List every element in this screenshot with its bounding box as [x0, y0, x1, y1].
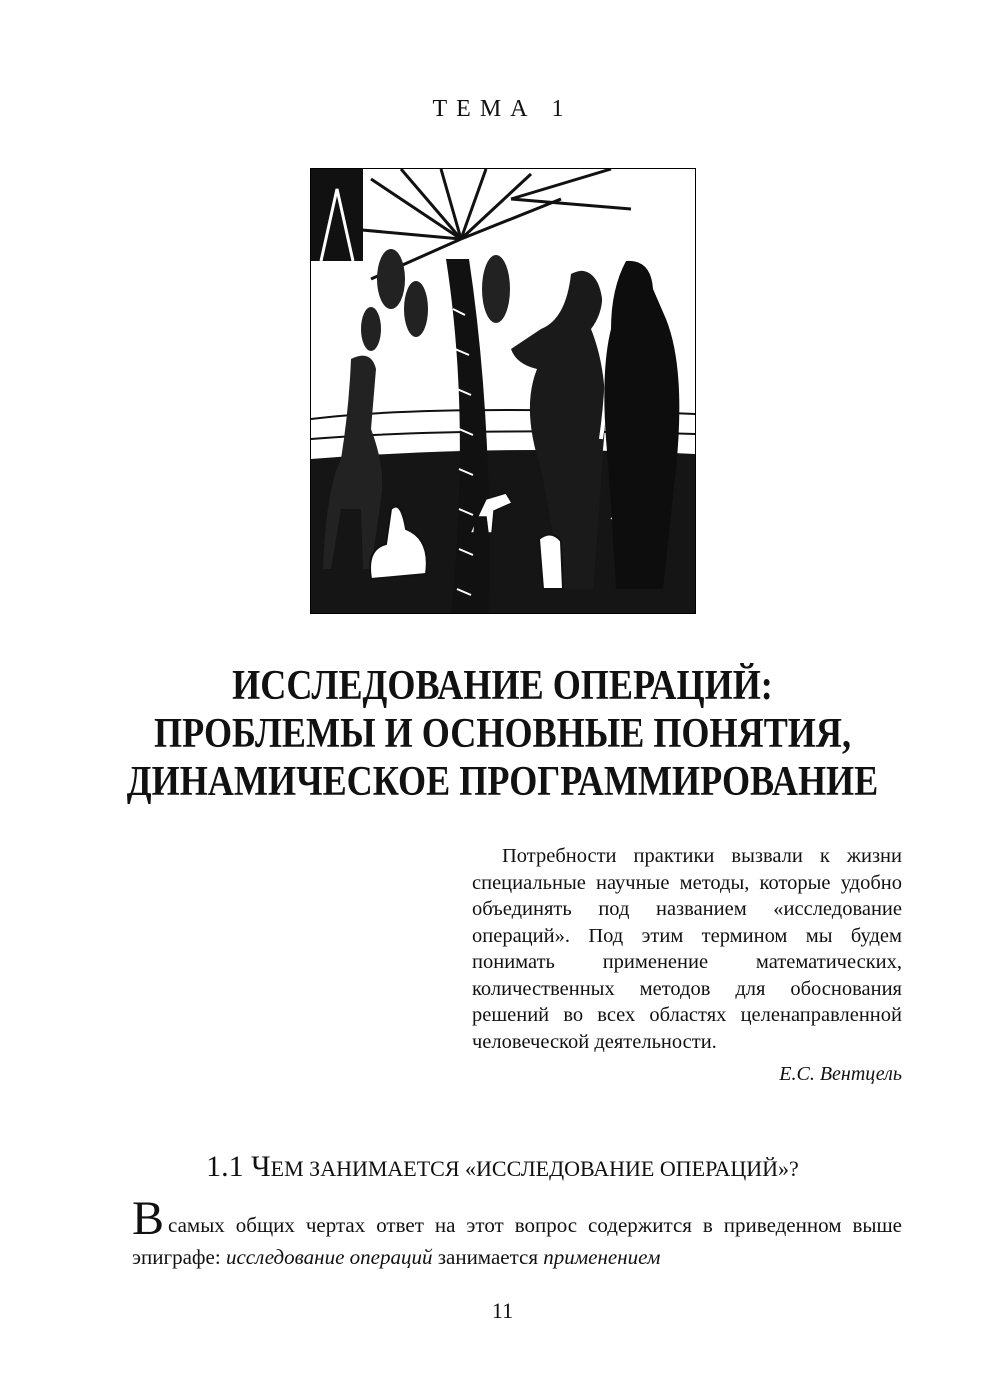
body-italic-term-2: применением: [543, 1245, 661, 1269]
section-title-first-letter: Ч: [251, 1150, 271, 1183]
epigraph-author: Е.С. Вентцель: [779, 1063, 902, 1085]
chapter-title-line-3: ДИНАМИЧЕСКОЕ ПРОГРАММИРОВАНИЕ: [126, 759, 879, 805]
garden-of-eden-illustration: [310, 168, 696, 614]
body-text-part-1: самых общих чертах ответ на этот вопрос содержится в приведенном выше эпиграфе:: [132, 1213, 902, 1269]
page-number: 11: [491, 1298, 514, 1323]
theme-label: ТЕМА 1: [432, 96, 573, 122]
drop-cap: В: [132, 1192, 165, 1245]
body-paragraph: [132, 1192, 902, 1273]
chapter-title-line-2: ПРОБЛЕМЫ И ОСНОВНЫЕ ПОНЯТИЯ,: [153, 711, 852, 757]
body-italic-term-1: исследование операций: [225, 1245, 433, 1269]
section-title-rest: ЕМ ЗАНИМАЕТСЯ «ИССЛЕДОВАНИЕ ОПЕРАЦИЙ»?: [270, 1156, 799, 1181]
body-text-part-2: занимается: [432, 1245, 544, 1269]
epigraph-text: Потребности практики вызвали к жизни специальные научные методы, которые удобно объединять под названием «исследование операций». Под этим термином мы будем понимать применение математических, количественных методов для обоснования решений во всех областях целенаправленной человеческой деятельности.: [472, 845, 902, 1053]
section-number: 1.1: [206, 1150, 244, 1183]
chapter-title: [60, 662, 945, 806]
section-heading: [0, 1150, 1005, 1184]
woodcut-image: [311, 169, 695, 613]
chapter-title-line-1: ИССЛЕДОВАНИЕ ОПЕРАЦИЙ:: [232, 663, 773, 709]
